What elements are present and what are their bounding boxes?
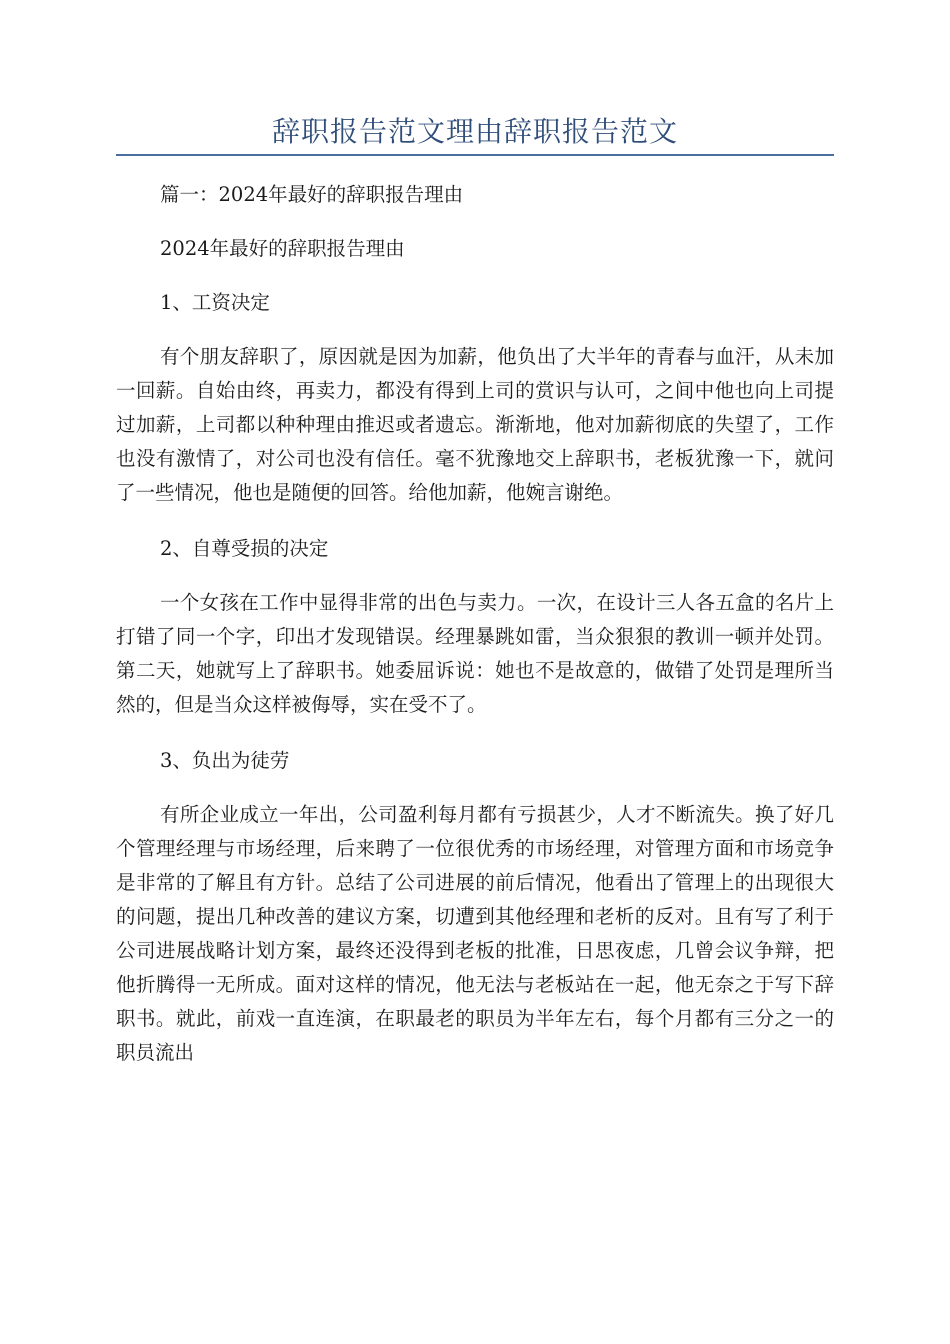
reason-paragraph-1: 有个朋友辞职了，原因就是因为加薪，他负出了大半年的青春与血汗，从未加一回薪。自始由终，再卖力，都没有得到上司的赏识与认可，之间中他也向上司提过加薪，上司都以种种理由推迟或者遗忘。渐渐地，他对加薪彻底的失望了，工作也没有激情了，对公司也没有信任。毫不犹豫地交上辞职书，老板犹豫一下，就问了一些情况，他也是随便的回答。给他加薪，他婉言谢绝。 xyxy=(116,345,834,504)
reason-heading-2: 2、自尊受损的决定 xyxy=(160,537,329,560)
reason-paragraph-2: 一个女孩在工作中显得非常的出色与卖力。一次，在设计三人各五盒的名片上打错了同一个字，印出才发现错误。经理暴跳如雷，当众狠狠的教训一顿并处罚。第二天，她就写上了辞职书。她委屈诉说：她也不是故意的，做错了处罚是理所当然的，但是当众这样被侮辱，实在受不了。 xyxy=(116,591,834,716)
reason-heading-3: 3、负出为徒劳 xyxy=(160,749,290,772)
reason-paragraph-3: 有所企业成立一年出，公司盈利每月都有亏损甚少，人才不断流失。换了好几个管理经理与市场经理，后来聘了一位很优秀的市场经理，对管理方面和市场竞争是非常的了解且有方针。总结了公司进展的前后情况，他看出了管理上的出现很大的问题，提出几种改善的建议方案，切遭到其他经理和老析的反对。且有写了利于公司进展战略计划方案，最终还没得到老板的批准，日思夜虑，几曾会议争辩，把他折腾得一无所成。面对这样的情况，他无法与老板站在一起，他无奈之于写下辞职书。就此，前戏一直连演，在职最老的职员为半年左右，每个月都有三分之一的职员流出 xyxy=(116,803,834,1064)
section-heading: 篇一：2024年最好的辞职报告理由 xyxy=(160,183,464,206)
title-underline xyxy=(116,154,834,156)
reason-heading-1: 1、工资决定 xyxy=(160,291,270,314)
document-body xyxy=(116,178,834,1070)
subheading: 2024年最好的辞职报告理由 xyxy=(160,237,405,260)
document-title: 辞职报告范文理由辞职报告范文 xyxy=(271,115,678,148)
